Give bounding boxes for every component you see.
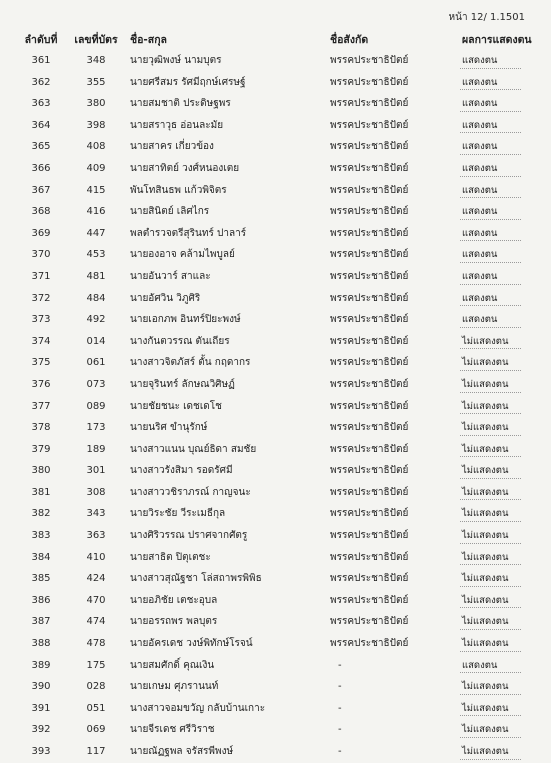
row-party: พรรคประชาธิปัตย์ xyxy=(330,443,409,455)
dotted-rule xyxy=(460,348,521,349)
row-name: นายจีรเดช ศรีวิราช xyxy=(130,724,215,736)
row-card-number: 409 xyxy=(86,162,106,174)
row-result: ไม่แสดงตน xyxy=(462,422,509,434)
row-result: แสดงตน xyxy=(462,270,498,282)
row-party: พรรคประชาธิปัตย์ xyxy=(330,465,409,477)
row-seq: 370 xyxy=(31,249,51,261)
dotted-rule xyxy=(460,586,521,587)
row-result: แสดงตน xyxy=(462,292,498,304)
row-result: ไม่แสดงตน xyxy=(462,616,509,628)
row-seq: 382 xyxy=(31,508,51,520)
dotted-rule xyxy=(460,694,521,695)
table-row xyxy=(0,180,551,202)
dotted-rule xyxy=(460,89,521,90)
table-row xyxy=(0,676,551,698)
row-result: ไม่แสดงตน xyxy=(462,357,509,369)
row-result: ไม่แสดงตน xyxy=(462,443,509,455)
row-card-number: 424 xyxy=(86,573,106,585)
table-row xyxy=(0,352,551,374)
table-row xyxy=(0,223,551,245)
table-row xyxy=(0,115,551,137)
row-party: พรรคประชาธิปัตย์ xyxy=(330,227,409,239)
row-name: นายนริศ ขำนุรักษ์ xyxy=(130,422,208,434)
row-name: นางสาวแนน บุณย์ธิดา สมชัย xyxy=(130,443,257,455)
row-party: พรรคประชาธิปัตย์ xyxy=(330,638,409,650)
row-party: พรรคประชาธิปัตย์ xyxy=(330,378,409,390)
dotted-rule xyxy=(460,68,521,69)
row-result: แสดงตน xyxy=(462,659,498,671)
row-party: พรรคประชาธิปัตย์ xyxy=(330,551,409,563)
table-row xyxy=(0,655,551,677)
table-row xyxy=(0,93,551,115)
row-seq: 385 xyxy=(31,573,51,585)
row-name: นางสาวสุณัฐชา โล่สถาพรพิพิธ xyxy=(130,573,262,585)
row-seq: 368 xyxy=(31,206,51,218)
row-party: พรรคประชาธิปัตย์ xyxy=(330,508,409,520)
row-result: แสดงตน xyxy=(462,206,498,218)
row-party: พรรคประชาธิปัตย์ xyxy=(330,486,409,498)
row-name: นายณัฏฐพล จรัสรพีพงษ์ xyxy=(130,746,234,757)
row-card-number: 415 xyxy=(86,184,106,196)
row-name: นายเกษม ศุภรานนท์ xyxy=(130,681,219,693)
row-seq: 383 xyxy=(31,530,51,542)
row-party: พรรคประชาธิปัตย์ xyxy=(330,573,409,585)
table-row xyxy=(0,439,551,461)
row-result: ไม่แสดงตน xyxy=(462,573,509,585)
dotted-rule xyxy=(460,715,521,716)
row-card-number: 474 xyxy=(86,616,106,628)
row-name: พลตำรวจตรีสุรินทร์ ปาลาร์ xyxy=(130,227,247,239)
row-party: พรรคประชาธิปัตย์ xyxy=(330,270,409,282)
row-result: ไม่แสดงตน xyxy=(462,508,509,520)
row-result: แสดงตน xyxy=(462,184,498,196)
row-seq: 363 xyxy=(31,98,51,110)
dotted-rule xyxy=(460,478,521,479)
row-party: พรรคประชาธิปัตย์ xyxy=(330,119,409,131)
row-seq: 362 xyxy=(31,76,51,88)
row-card-number: 481 xyxy=(86,270,106,282)
row-card-number: 408 xyxy=(86,141,106,153)
dotted-rule xyxy=(460,499,521,500)
row-seq: 386 xyxy=(31,594,51,606)
row-name: นายสราวุธ อ่อนละมัย xyxy=(130,119,224,131)
row-name: นางศิริวรรณ ปราศจากศัตรู xyxy=(130,530,248,542)
row-name: นายศรีสมร รัศมีฤกษ์เศรษฐ์ xyxy=(130,76,246,88)
row-card-number: 470 xyxy=(86,594,106,606)
header-card-number: เลขที่บัตร xyxy=(74,34,118,46)
row-name: นายสมศักดิ์ คุณเงิน xyxy=(130,659,215,671)
row-card-number: 398 xyxy=(86,119,106,131)
row-card-number: 447 xyxy=(86,227,106,239)
row-seq: 389 xyxy=(31,659,51,671)
row-name: นายเอกภพ อินทร์ปิยะพงษ์ xyxy=(130,314,241,326)
table-row xyxy=(0,417,551,439)
row-name: นายสินิตย์ เลิศไกร xyxy=(130,206,210,218)
row-name: นายสาทิตย์ วงศ์หนองเตย xyxy=(130,162,240,174)
row-card-number: 492 xyxy=(86,314,106,326)
row-seq: 381 xyxy=(31,486,51,498)
table-row xyxy=(0,741,551,763)
row-seq: 388 xyxy=(31,638,51,650)
row-seq: 387 xyxy=(31,616,51,628)
table-row xyxy=(0,50,551,72)
row-result: ไม่แสดงตน xyxy=(462,746,509,757)
row-card-number: 380 xyxy=(86,98,106,110)
row-party: พรรคประชาธิปัตย์ xyxy=(330,249,409,261)
dotted-rule xyxy=(460,543,521,544)
header-party: ชื่อสังกัด xyxy=(330,34,369,46)
header-result: ผลการแสดงตน xyxy=(462,34,532,46)
row-name: นายอภิชัย เตชะอุบล xyxy=(130,594,218,606)
row-party: พรรคประชาธิปัตย์ xyxy=(330,292,409,304)
row-card-number: 014 xyxy=(86,335,106,347)
row-card-number: 189 xyxy=(86,443,106,455)
dotted-rule xyxy=(460,564,521,565)
dotted-rule xyxy=(460,154,521,155)
row-party: พรรคประชาธิปัตย์ xyxy=(330,141,409,153)
row-card-number: 348 xyxy=(86,55,106,66)
dotted-rule xyxy=(460,456,521,457)
row-party: พรรคประชาธิปัตย์ xyxy=(330,335,409,347)
row-party: - xyxy=(338,724,342,736)
row-result: ไม่แสดงตน xyxy=(462,486,509,498)
row-card-number: 028 xyxy=(86,681,106,693)
row-name: นายสาคร เกี่ยวข้อง xyxy=(130,141,214,153)
dotted-rule xyxy=(460,651,521,652)
row-party: - xyxy=(338,702,342,714)
row-party: พรรคประชาธิปัตย์ xyxy=(330,616,409,628)
header-name: ชื่อ-สกุล xyxy=(130,34,167,46)
row-seq: 371 xyxy=(31,270,51,282)
table-row xyxy=(0,568,551,590)
row-result: แสดงตน xyxy=(462,76,498,88)
row-card-number: 089 xyxy=(86,400,106,412)
row-name: นางสาววชิราภรณ์ กาญจนะ xyxy=(130,486,251,498)
dotted-rule xyxy=(460,607,521,608)
dotted-rule xyxy=(460,413,521,414)
table-row xyxy=(0,698,551,720)
row-party: พรรคประชาธิปัตย์ xyxy=(330,314,409,326)
row-result: ไม่แสดงตน xyxy=(462,335,509,347)
row-party: พรรคประชาธิปัตย์ xyxy=(330,357,409,369)
row-card-number: 416 xyxy=(86,206,106,218)
table-header xyxy=(0,31,551,47)
row-card-number: 308 xyxy=(86,486,106,498)
dotted-rule xyxy=(460,197,521,198)
row-seq: 361 xyxy=(31,55,51,66)
dotted-rule xyxy=(460,111,521,112)
row-result: แสดงตน xyxy=(462,249,498,261)
row-party: พรรคประชาธิปัตย์ xyxy=(330,594,409,606)
row-result: ไม่แสดงตน xyxy=(462,594,509,606)
table-row xyxy=(0,525,551,547)
row-card-number: 175 xyxy=(86,659,106,671)
row-name: นายอัศวิน วิภูศิริ xyxy=(130,292,201,304)
dotted-rule xyxy=(460,759,521,760)
row-result: ไม่แสดงตน xyxy=(462,551,509,563)
table-row xyxy=(0,503,551,525)
row-result: ไม่แสดงตน xyxy=(462,400,509,412)
table-row xyxy=(0,266,551,288)
dotted-rule xyxy=(460,327,521,328)
dotted-rule xyxy=(460,284,521,285)
attendance-table xyxy=(0,50,551,763)
row-card-number: 069 xyxy=(86,724,106,736)
row-result: ไม่แสดงตน xyxy=(462,378,509,390)
dotted-rule xyxy=(460,305,521,306)
row-card-number: 051 xyxy=(86,702,106,714)
row-party: พรรคประชาธิปัตย์ xyxy=(330,184,409,196)
row-name: นางกันตวรรณ ตันเถียร xyxy=(130,335,230,347)
row-seq: 372 xyxy=(31,292,51,304)
dotted-rule xyxy=(460,176,521,177)
row-seq: 377 xyxy=(31,400,51,412)
row-party: พรรคประชาธิปัตย์ xyxy=(330,76,409,88)
table-row xyxy=(0,201,551,223)
row-seq: 367 xyxy=(31,184,51,196)
row-party: - xyxy=(338,681,342,693)
row-result: แสดงตน xyxy=(462,119,498,131)
row-seq: 380 xyxy=(31,465,51,477)
dotted-rule xyxy=(460,219,521,220)
row-card-number: 355 xyxy=(86,76,106,88)
row-seq: 366 xyxy=(31,162,51,174)
row-seq: 393 xyxy=(31,746,51,757)
row-card-number: 073 xyxy=(86,378,106,390)
dotted-rule xyxy=(460,392,521,393)
row-card-number: 363 xyxy=(86,530,106,542)
dotted-rule xyxy=(460,521,521,522)
row-card-number: 343 xyxy=(86,508,106,520)
table-row xyxy=(0,244,551,266)
row-party: พรรคประชาธิปัตย์ xyxy=(330,206,409,218)
row-result: แสดงตน xyxy=(462,227,498,239)
dotted-rule xyxy=(460,629,521,630)
row-card-number: 453 xyxy=(86,249,106,261)
row-card-number: 410 xyxy=(86,551,106,563)
row-seq: 390 xyxy=(31,681,51,693)
row-party: - xyxy=(338,746,342,757)
row-seq: 364 xyxy=(31,119,51,131)
table-row xyxy=(0,309,551,331)
row-result: ไม่แสดงตน xyxy=(462,638,509,650)
dotted-rule xyxy=(460,672,521,673)
row-card-number: 173 xyxy=(86,422,106,434)
row-name: นายสาธิต ปิตุเตชะ xyxy=(130,551,211,563)
row-name: พันโทสินธพ แก้วพิจิตร xyxy=(130,184,227,196)
row-name: นายองอาจ คล้ามไพบูลย์ xyxy=(130,249,235,261)
row-name: นางสาวรังสิมา รอดรัศมี xyxy=(130,465,233,477)
row-card-number: 478 xyxy=(86,638,106,650)
table-row xyxy=(0,331,551,353)
row-party: พรรคประชาธิปัตย์ xyxy=(330,530,409,542)
row-result: แสดงตน xyxy=(462,98,498,110)
row-name: นายสมชาติ ประดิษฐพร xyxy=(130,98,231,110)
row-result: ไม่แสดงตน xyxy=(462,724,509,736)
table-row xyxy=(0,288,551,310)
table-row xyxy=(0,611,551,633)
header-seq: ลำดับที่ xyxy=(24,34,58,46)
table-row xyxy=(0,633,551,655)
row-name: นายจุรินทร์ ลักษณวิศิษฏ์ xyxy=(130,378,235,390)
dotted-rule xyxy=(460,240,521,241)
row-party: พรรคประชาธิปัตย์ xyxy=(330,400,409,412)
table-row xyxy=(0,158,551,180)
row-seq: 376 xyxy=(31,378,51,390)
table-row xyxy=(0,136,551,158)
row-result: ไม่แสดงตน xyxy=(462,530,509,542)
dotted-rule xyxy=(460,132,521,133)
row-party: พรรคประชาธิปัตย์ xyxy=(330,98,409,110)
row-name: นายวิระชัย วีระเมธีกุล xyxy=(130,508,226,520)
row-result: ไม่แสดงตน xyxy=(462,702,509,714)
row-seq: 378 xyxy=(31,422,51,434)
row-result: ไม่แสดงตน xyxy=(462,465,509,477)
row-result: แสดงตน xyxy=(462,314,498,326)
row-name: นางสาวจิตภัสร์ ตั้น กฤดากร xyxy=(130,357,251,369)
table-row xyxy=(0,396,551,418)
row-seq: 392 xyxy=(31,724,51,736)
row-result: ไม่แสดงตน xyxy=(462,681,509,693)
row-name: นายอรรถพร พลบุตร xyxy=(130,616,218,628)
row-party: - xyxy=(338,659,342,671)
row-seq: 365 xyxy=(31,141,51,153)
row-seq: 379 xyxy=(31,443,51,455)
row-name: นางสาวจอมขวัญ กลับบ้านเกาะ xyxy=(130,702,266,714)
dotted-rule xyxy=(460,435,521,436)
row-name: นายอันวาร์ สาและ xyxy=(130,270,211,282)
row-card-number: 301 xyxy=(86,465,106,477)
table-row xyxy=(0,590,551,612)
row-seq: 373 xyxy=(31,314,51,326)
row-party: พรรคประชาธิปัตย์ xyxy=(330,55,409,66)
dotted-rule xyxy=(460,370,521,371)
table-row xyxy=(0,482,551,504)
row-party: พรรคประชาธิปัตย์ xyxy=(330,422,409,434)
row-card-number: 117 xyxy=(86,746,106,757)
row-seq: 369 xyxy=(31,227,51,239)
row-party: พรรคประชาธิปัตย์ xyxy=(330,162,409,174)
row-result: แสดงตน xyxy=(462,55,498,66)
row-name: นายชัยชนะ เดชเดโช xyxy=(130,400,222,412)
row-name: นายวุฒิพงษ์ นามบุตร xyxy=(130,55,222,66)
table-row xyxy=(0,460,551,482)
table-row xyxy=(0,374,551,396)
row-seq: 384 xyxy=(31,551,51,563)
row-seq: 375 xyxy=(31,357,51,369)
row-result: แสดงตน xyxy=(462,141,498,153)
row-name: นายอัครเดช วงษ์พิทักษ์โรจน์ xyxy=(130,638,253,650)
row-card-number: 061 xyxy=(86,357,106,369)
page-number: หน้า 12/ 1.1501 xyxy=(448,12,525,23)
row-seq: 374 xyxy=(31,335,51,347)
table-row xyxy=(0,72,551,94)
row-result: แสดงตน xyxy=(462,162,498,174)
row-seq: 391 xyxy=(31,702,51,714)
row-card-number: 484 xyxy=(86,292,106,304)
table-row xyxy=(0,547,551,569)
dotted-rule xyxy=(460,262,521,263)
